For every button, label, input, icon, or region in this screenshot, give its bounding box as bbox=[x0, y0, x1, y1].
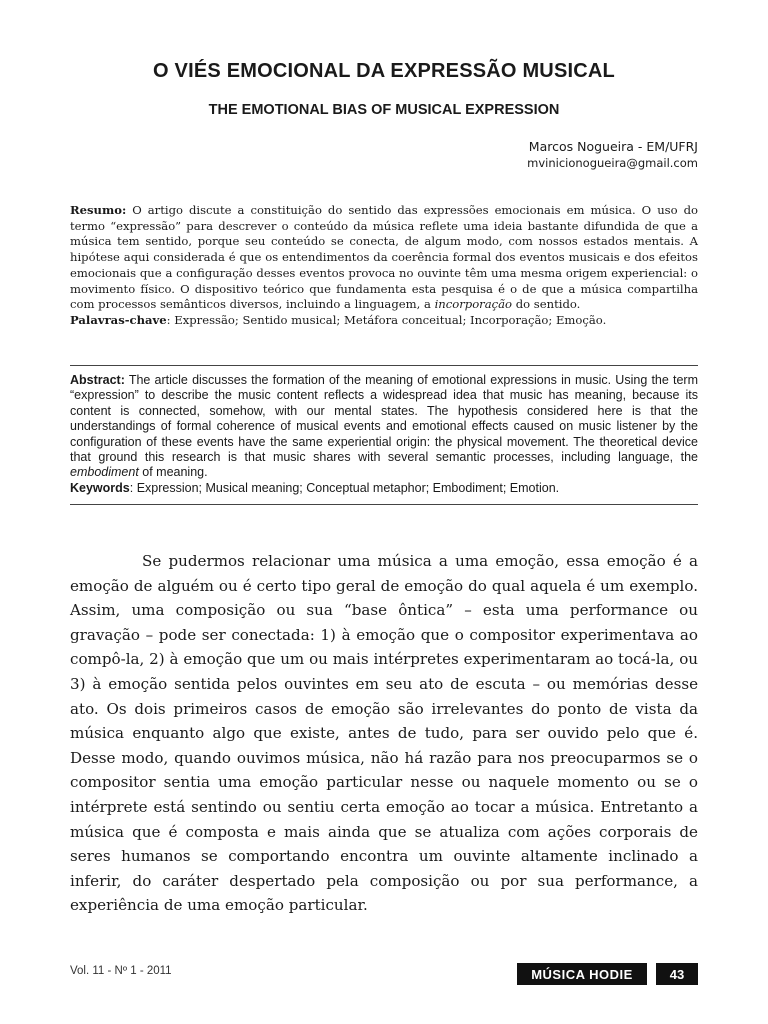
divider-top bbox=[70, 365, 698, 366]
author-email: mvinicionogueira@gmail.com bbox=[527, 156, 698, 170]
abstract-section bbox=[70, 373, 698, 496]
resumo-emphasis: incorporação bbox=[434, 297, 513, 312]
palavras-chave bbox=[70, 313, 698, 329]
divider-bottom bbox=[70, 504, 698, 505]
journal-logo: MÚSICA HODIE bbox=[517, 963, 647, 985]
palavras-chave-text: : Expressão; Sentido musical; Metáfora conceitual; Incorporação; Emoção. bbox=[166, 312, 607, 327]
abstract-text-end: of meaning. bbox=[138, 465, 208, 480]
abstract-emphasis: embodiment bbox=[70, 465, 139, 480]
footer-volume: Vol. 11 - Nº 1 - 2011 bbox=[70, 965, 172, 977]
palavras-chave-label: Palavras-chave bbox=[70, 312, 167, 327]
resumo-text: O artigo discute a constituição do sentido das expressões emocionais em música. O uso do termo “expressão” para descrever o conteúdo da música reflete uma ideia bastante difundida de que a música tem sentido, porque seu conteúdo se conecta, de algum modo, com nossos estados mentais. A hipótese aqui considerada é que os entendimentos da coerência formal dos eventos musicais e dos efeitos emocionais que a configuração desses eventos provoca no ouvinte têm uma mesma origem experiencial: o movimento físico. O dispositivo teórico que fundamenta esta pesquisa é o de que a música compartilha com processos semânticos diversos, incluindo a linguagem, a bbox=[70, 203, 698, 312]
abstract-label: Abstract: bbox=[70, 373, 125, 387]
body-paragraph: Se pudermos relacionar uma música a uma emoção, essa emoção é a emoção de alguém ou é certo tipo geral de emoção do qual aquela é um exemplo. Assim, uma composição ou sua “base ôntica” – esta uma performance ou gravação – pode ser conectada: 1) à emoção que o compositor experimentava ao compô-la, 2) à emoção que um ou mais intérpretes experimentaram ao tocá-la, ou 3) à emoção sentida pelos ouvintes em seu ato de escuta – ou memórias desse ato. Os dois primeiros casos de emoção são irrelevantes do ponto de vista da música enquanto algo que existe, antes de tudo, para ser ouvido pelo que é. Desse modo, quando ouvimos música, não há razão para nos preocuparmos se o compositor sentia uma emoção particular nesse ou naquele momento ou se o intérprete está sentindo ou sentiu certa emoção ao tocar a música. Entretanto a música que é composta e mais ainda que se atualiza com ações corporais de seres humanos se comportando encontra um ouvinte altamente inclinado a inferir, do caráter despertado pela composição ou por sua performance, a experiência de uma emoção particular. bbox=[70, 552, 698, 915]
article-subtitle: THE EMOTIONAL BIAS OF MUSICAL EXPRESSION bbox=[208, 102, 560, 118]
abstract-paragraph bbox=[70, 373, 698, 481]
author-name: Marcos Nogueira - EM/UFRJ bbox=[528, 139, 698, 154]
article-title: O VIÉS EMOCIONAL DA EXPRESSÃO MUSICAL bbox=[153, 60, 615, 82]
resumo-text-end: do sentido. bbox=[512, 297, 581, 312]
resumo-paragraph bbox=[70, 203, 698, 313]
page-number: 43 bbox=[656, 963, 698, 985]
keywords bbox=[70, 481, 698, 496]
keywords-label: Keywords bbox=[70, 480, 130, 495]
keywords-text: : Expression; Musical meaning; Conceptual metaphor; Embodiment; Emotion. bbox=[129, 480, 560, 495]
author-block bbox=[527, 138, 698, 172]
abstract-text: The article discusses the formation of the meaning of emotional expressions in music. Using the term “expression” to describe the music content reflects a widespread idea that music has meaning, because its content is connected, somehow, with our mental states. The hypothesis considered here is that the understandings of formal coherence of musical events and emotional effects caused on music listener by the configuration of these events have the same experiential origin: the physical movement. The theoretical device that ground this research is that music shares with several semantic processes, including language, the bbox=[70, 373, 698, 465]
resumo-section bbox=[70, 203, 698, 329]
resumo-label: Resumo: bbox=[70, 203, 127, 217]
